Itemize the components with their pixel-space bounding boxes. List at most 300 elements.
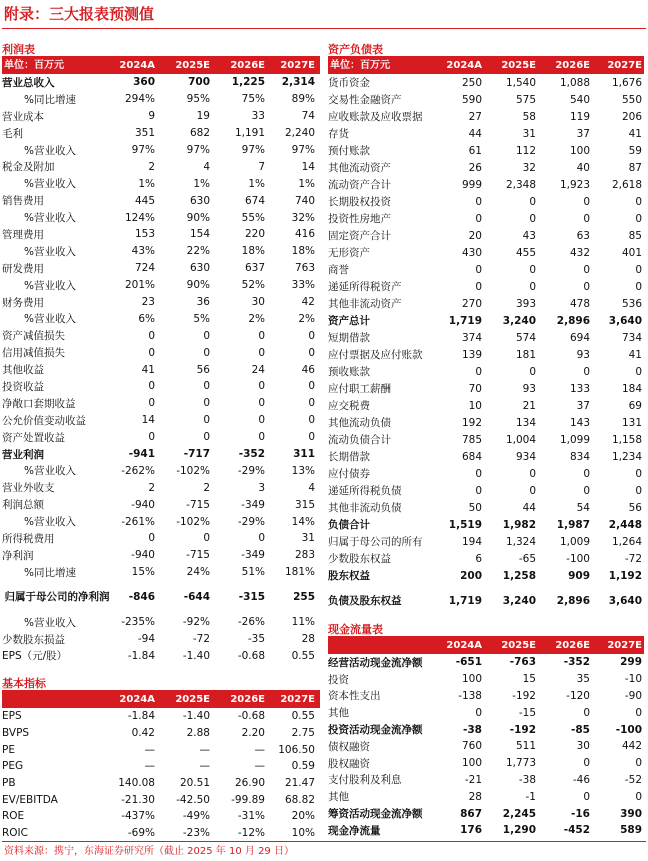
cell-value: 0 <box>583 365 590 378</box>
cell-value: 590 <box>461 93 482 106</box>
cashflow-statement <box>328 622 644 839</box>
row-label: 股权融资 <box>328 757 370 770</box>
cell-value: 56 <box>628 501 642 514</box>
row-label: ROE <box>2 810 25 823</box>
table-row <box>2 513 320 530</box>
year-header: 2025E <box>501 640 536 651</box>
table-row <box>328 772 644 789</box>
cell-value: -644 <box>183 591 210 604</box>
year-header: 2027E <box>607 60 642 71</box>
year-header: 2027E <box>280 694 315 705</box>
row-label: 销售费用 <box>2 195 44 208</box>
cell-value: 100 <box>461 757 482 770</box>
cell-value: 0 <box>258 532 265 545</box>
cell-value: 351 <box>134 127 155 140</box>
table-row <box>328 142 644 159</box>
income-statement <box>2 42 320 664</box>
cell-value: 97% <box>131 144 155 156</box>
cell-value: -69% <box>127 827 155 840</box>
cell-value: 0 <box>635 365 642 378</box>
year-header: 2024A <box>119 694 155 705</box>
cell-value: 106.50 <box>278 743 315 756</box>
cell-value: 46 <box>301 363 315 376</box>
cell-value: 14 <box>141 414 155 427</box>
cell-value: 763 <box>294 262 315 275</box>
cell-value: 33% <box>291 279 315 292</box>
cell-value: 41 <box>141 363 155 376</box>
table-row <box>328 654 644 671</box>
cell-value: -846 <box>128 591 155 604</box>
cell-value: 95% <box>186 93 210 106</box>
table-row <box>2 327 320 344</box>
table-row <box>328 584 644 617</box>
row-label: 长期股权投资 <box>328 196 391 208</box>
cell-value: -38 <box>518 773 536 786</box>
cell-value: 2,896 <box>556 594 590 607</box>
cell-value: 31 <box>301 532 315 545</box>
cell-value: 2.88 <box>186 727 210 740</box>
cell-value: 2,240 <box>284 127 315 140</box>
cell-value: 2 <box>148 481 155 494</box>
cell-value: 867 <box>460 807 482 820</box>
cell-value: 909 <box>568 569 590 582</box>
cell-value: 0 <box>148 397 155 410</box>
row-label: 流动负债合计 <box>328 434 391 446</box>
cell-value: 44 <box>522 501 536 514</box>
balance-unit-label: 单位：百万元 <box>330 60 390 71</box>
cell-value: 1,987 <box>556 518 590 531</box>
table-row <box>2 412 320 429</box>
cell-value: 69 <box>628 399 642 412</box>
cell-value: -1.40 <box>182 710 210 723</box>
cell-value: — <box>254 743 265 756</box>
cell-value: 0.55 <box>291 649 315 662</box>
row-label: %营业收入 <box>24 245 76 258</box>
cell-value: 1% <box>138 177 155 190</box>
cell-value: -349 <box>241 498 265 511</box>
cell-value: 1,225 <box>231 76 265 89</box>
row-label: 少数股东损益 <box>2 633 65 646</box>
cell-value: 445 <box>134 194 155 207</box>
cell-value: 0 <box>148 329 155 342</box>
cell-value: 0 <box>583 484 590 497</box>
cell-value: 674 <box>244 194 265 207</box>
cell-value: 9 <box>148 110 155 123</box>
cell-value: 201% <box>124 279 155 292</box>
year-header: 2024A <box>446 640 482 651</box>
cell-value: 0 <box>635 212 642 225</box>
table-row <box>2 226 320 243</box>
cell-value: 1,191 <box>234 127 265 140</box>
row-label: %营业收入 <box>24 279 76 292</box>
cell-value: 432 <box>569 246 590 259</box>
row-label: 其他 <box>328 707 349 720</box>
table-row <box>328 448 644 465</box>
cell-value: -29% <box>237 515 265 528</box>
cell-value: 194 <box>461 535 482 548</box>
cell-value: -120 <box>566 689 590 702</box>
cell-value: 56 <box>196 363 210 376</box>
cell-value: 294% <box>124 93 155 106</box>
row-label: 投资活动现金流净额 <box>328 724 423 737</box>
cell-value: 682 <box>189 127 210 140</box>
cell-value: 694 <box>569 331 590 344</box>
table-row <box>328 210 644 227</box>
table-row <box>2 530 320 547</box>
cell-value: 23 <box>141 296 155 309</box>
cell-value: -90 <box>624 689 642 702</box>
row-label: 净利润 <box>2 549 34 562</box>
cell-value: 0 <box>308 414 315 427</box>
cell-value: 28 <box>301 633 315 646</box>
cell-value: 43 <box>522 229 536 242</box>
cell-value: 0 <box>258 397 265 410</box>
row-label: 经营活动现金流净额 <box>328 656 423 669</box>
cell-value: 999 <box>461 178 482 191</box>
table-row <box>328 295 644 312</box>
cell-value: 574 <box>515 331 536 344</box>
cell-value: -102% <box>176 464 210 477</box>
cell-value: 1,540 <box>505 76 536 89</box>
cell-value: 255 <box>293 591 315 604</box>
cell-value: 7 <box>258 160 265 173</box>
cell-value: -192 <box>509 723 536 736</box>
cell-value: 30 <box>576 740 590 753</box>
cell-value: 684 <box>461 450 482 463</box>
cell-value: 785 <box>461 433 482 446</box>
cell-value: 550 <box>621 93 642 106</box>
cell-value: -42.50 <box>176 793 210 806</box>
cell-value: -65 <box>518 552 536 565</box>
cell-value: 0 <box>583 212 590 225</box>
cell-value: -940 <box>131 549 155 562</box>
cell-value: 0.55 <box>291 710 315 723</box>
table-row <box>2 581 320 614</box>
table-row <box>2 741 320 758</box>
title-divider <box>2 28 646 29</box>
row-label: 应交税费 <box>328 400 370 412</box>
cell-value: 536 <box>621 297 642 310</box>
table-row <box>328 805 644 822</box>
cell-value: 0 <box>635 280 642 293</box>
cell-value: 374 <box>461 331 482 344</box>
cell-value: -261% <box>121 515 155 528</box>
cell-value: 630 <box>189 262 210 275</box>
row-label: %营业收入 <box>24 465 76 478</box>
cell-value: 0 <box>529 263 536 276</box>
cell-value: 455 <box>515 246 536 259</box>
cell-value: 0 <box>308 329 315 342</box>
cell-value: 131 <box>621 416 642 429</box>
cell-value: 27 <box>468 110 482 123</box>
table-row <box>328 91 644 108</box>
table-row <box>2 378 320 395</box>
cell-value: -940 <box>131 498 155 511</box>
table-row <box>2 344 320 361</box>
cell-value: 0 <box>308 397 315 410</box>
cell-value: -21.30 <box>121 793 155 806</box>
cell-value: 315 <box>294 498 315 511</box>
cell-value: 93 <box>576 348 590 361</box>
cell-value: 2,618 <box>611 178 642 191</box>
cell-value: 74 <box>301 110 315 123</box>
row-label: 净敞口套期收益 <box>2 397 76 410</box>
cell-value: 1% <box>248 177 265 190</box>
cell-value: 37 <box>576 399 590 412</box>
cell-value: 0 <box>529 484 536 497</box>
cell-value: 154 <box>189 228 210 241</box>
cell-value: 3,640 <box>608 314 642 327</box>
cell-value: 181 <box>515 348 536 361</box>
row-label: ROIC <box>2 827 28 840</box>
cell-value: -21 <box>464 773 482 786</box>
cell-value: 153 <box>134 228 155 241</box>
cell-value: 740 <box>294 194 315 207</box>
row-label: EV/EBITDA <box>2 793 58 806</box>
cell-value: 43% <box>131 245 155 258</box>
income-unit-label: 单位：百万元 <box>4 60 64 71</box>
cell-value: 0 <box>203 346 210 359</box>
cell-value: 6 <box>475 552 482 565</box>
cell-value: 85 <box>628 229 642 242</box>
cell-value: 31 <box>522 127 536 140</box>
row-label: 存货 <box>328 128 349 140</box>
table-row <box>328 688 644 705</box>
row-label: 投资性房地产 <box>328 213 391 225</box>
table-row <box>328 312 644 329</box>
cell-value: 26 <box>468 161 482 174</box>
row-label: 负债及股东权益 <box>328 595 402 607</box>
table-row <box>2 631 320 648</box>
table-row <box>2 564 320 581</box>
income-table-body <box>2 74 320 664</box>
cell-value: 3,240 <box>502 314 536 327</box>
row-label: PEG <box>2 760 24 773</box>
cell-value: — <box>199 760 210 773</box>
table-row <box>328 380 644 397</box>
table-row <box>2 91 320 108</box>
cell-value: -763 <box>509 656 536 669</box>
cell-value: 0 <box>475 484 482 497</box>
cell-value: -352 <box>238 448 265 461</box>
cell-value: 1,158 <box>611 433 642 446</box>
row-label: 递延所得税负债 <box>328 485 402 497</box>
table-row <box>2 429 320 446</box>
cell-value: -651 <box>455 656 482 669</box>
cell-value: 0 <box>258 380 265 393</box>
cell-value: 14 <box>301 160 315 173</box>
row-label: 资产处置收益 <box>2 431 65 444</box>
table-row <box>328 397 644 414</box>
cell-value: 589 <box>620 824 642 837</box>
table-row <box>2 74 320 91</box>
cell-value: 0 <box>308 380 315 393</box>
cell-value: 44 <box>468 127 482 140</box>
cell-value: 2,245 <box>502 807 536 820</box>
table-row <box>328 465 644 482</box>
cell-value: 0 <box>583 195 590 208</box>
cell-value: -192 <box>512 689 536 702</box>
cell-value: 30 <box>251 296 265 309</box>
cell-value: 2% <box>298 312 315 325</box>
cell-value: 0 <box>635 467 642 480</box>
cell-value: 50 <box>468 501 482 514</box>
cell-value: 192 <box>461 416 482 429</box>
row-label: 长期借款 <box>328 451 370 463</box>
row-label: 财务费用 <box>2 296 44 309</box>
row-label: 营业外收支 <box>2 482 55 495</box>
cell-value: -15 <box>518 706 536 719</box>
cell-value: 0.59 <box>291 760 315 773</box>
cell-value: 68.82 <box>284 793 315 806</box>
cell-value: 760 <box>461 740 482 753</box>
cell-value: 90% <box>186 279 210 292</box>
cell-value: 0 <box>308 431 315 444</box>
cell-value: 283 <box>294 549 315 562</box>
table-row <box>2 175 320 192</box>
year-header: 2025E <box>175 694 210 705</box>
cell-value: -72 <box>192 633 210 646</box>
row-label: 负债合计 <box>328 519 370 531</box>
cell-value: 1,923 <box>559 178 590 191</box>
cell-value: 22% <box>186 245 210 258</box>
cell-value: -102% <box>176 515 210 528</box>
table-row <box>328 363 644 380</box>
cash-table-body <box>328 654 644 839</box>
cell-value: 0 <box>635 790 642 803</box>
cell-value: -72 <box>624 552 642 565</box>
row-label: %同比增速 <box>24 566 76 579</box>
cash-unit-blank <box>328 638 432 654</box>
cell-value: 70 <box>468 382 482 395</box>
cell-value: 0 <box>529 212 536 225</box>
cell-value: 0 <box>475 706 482 719</box>
cell-value: -452 <box>563 824 590 837</box>
cell-value: 0 <box>475 263 482 276</box>
cell-value: 90% <box>186 211 210 224</box>
cell-value: 21.47 <box>284 777 315 790</box>
cell-value: 416 <box>294 228 315 241</box>
cell-value: -38 <box>463 723 482 736</box>
cell-value: 97% <box>186 144 210 156</box>
table-row <box>2 209 320 226</box>
table-row <box>2 725 320 742</box>
cell-value: 2,448 <box>608 518 642 531</box>
row-label: 营业利润 <box>2 448 44 461</box>
cell-value: -315 <box>238 591 265 604</box>
cell-value: 176 <box>460 824 482 837</box>
cell-value: 0 <box>475 280 482 293</box>
table-row <box>2 361 320 378</box>
cell-value: 200 <box>460 569 482 582</box>
row-label: 营业成本 <box>2 110 44 123</box>
cell-value: -26% <box>237 616 265 629</box>
cell-value: 75% <box>241 93 265 106</box>
cell-value: 1% <box>193 177 210 190</box>
cell-value: 2% <box>248 312 265 325</box>
cell-value: 724 <box>134 262 155 275</box>
cell-value: 40 <box>576 161 590 174</box>
cell-value: 1,004 <box>505 433 536 446</box>
cell-value: 0 <box>529 467 536 480</box>
cell-value: 1,234 <box>611 450 642 463</box>
cell-value: 100 <box>569 144 590 157</box>
cell-value: 1,258 <box>502 569 536 582</box>
cell-value: -52 <box>624 773 642 786</box>
table-row <box>328 193 644 210</box>
row-label: EPS <box>2 710 22 723</box>
cell-value: 181% <box>284 566 315 579</box>
cell-value: 6% <box>138 312 155 325</box>
cell-value: 184 <box>621 382 642 395</box>
cell-value: 87 <box>628 161 642 174</box>
cell-value: 54 <box>576 501 590 514</box>
cell-value: 20% <box>291 810 315 823</box>
cell-value: 2,314 <box>281 76 315 89</box>
row-label: 研发费用 <box>2 262 44 275</box>
cell-value: 1,773 <box>505 757 536 770</box>
cell-value: -46 <box>572 773 590 786</box>
cell-value: -29% <box>237 464 265 477</box>
row-label: PB <box>2 777 16 790</box>
cell-value: 630 <box>189 194 210 207</box>
cell-value: 0 <box>529 195 536 208</box>
row-label: PE <box>2 743 15 756</box>
year-header: 2025E <box>175 60 210 71</box>
table-row <box>328 671 644 688</box>
table-row <box>328 704 644 721</box>
table-row <box>328 721 644 738</box>
cell-value: 19 <box>196 110 210 123</box>
table-row <box>2 825 320 842</box>
cell-value: 0 <box>258 329 265 342</box>
cell-value: -235% <box>121 616 155 629</box>
cell-value: 2,348 <box>505 178 536 191</box>
cell-value: 140.08 <box>118 777 155 790</box>
cell-value: -1 <box>525 790 536 803</box>
row-label: 所得税费用 <box>2 532 55 545</box>
cell-value: 0 <box>583 757 590 770</box>
table-row <box>2 496 320 513</box>
row-label: %营业收入 <box>24 516 76 529</box>
year-header: 2026E <box>230 694 265 705</box>
cell-value: 0 <box>258 414 265 427</box>
cell-value: 0 <box>583 467 590 480</box>
table-row <box>2 547 320 564</box>
table-row <box>328 261 644 278</box>
table-row <box>328 431 644 448</box>
row-label: 归属于母公司的净利润 <box>4 590 110 603</box>
cell-value: 134 <box>515 416 536 429</box>
year-header: 2027E <box>280 60 315 71</box>
cell-value: -437% <box>121 810 155 823</box>
balance-sheet <box>328 42 644 617</box>
cell-value: 2.75 <box>291 727 315 740</box>
balance-section-title: 资产负债表 <box>328 42 644 58</box>
row-label: 投资收益 <box>2 380 44 393</box>
cell-value: — <box>199 743 210 756</box>
cell-value: -49% <box>182 810 210 823</box>
cell-value: — <box>144 743 155 756</box>
cell-value: 32 <box>522 161 536 174</box>
table-row <box>2 158 320 175</box>
cell-value: -715 <box>186 498 210 511</box>
row-label: 少数股东权益 <box>328 553 391 565</box>
table-row <box>2 648 320 665</box>
cell-value: -100 <box>566 552 590 565</box>
year-header: 2025E <box>501 60 536 71</box>
cell-value: 63 <box>576 229 590 242</box>
